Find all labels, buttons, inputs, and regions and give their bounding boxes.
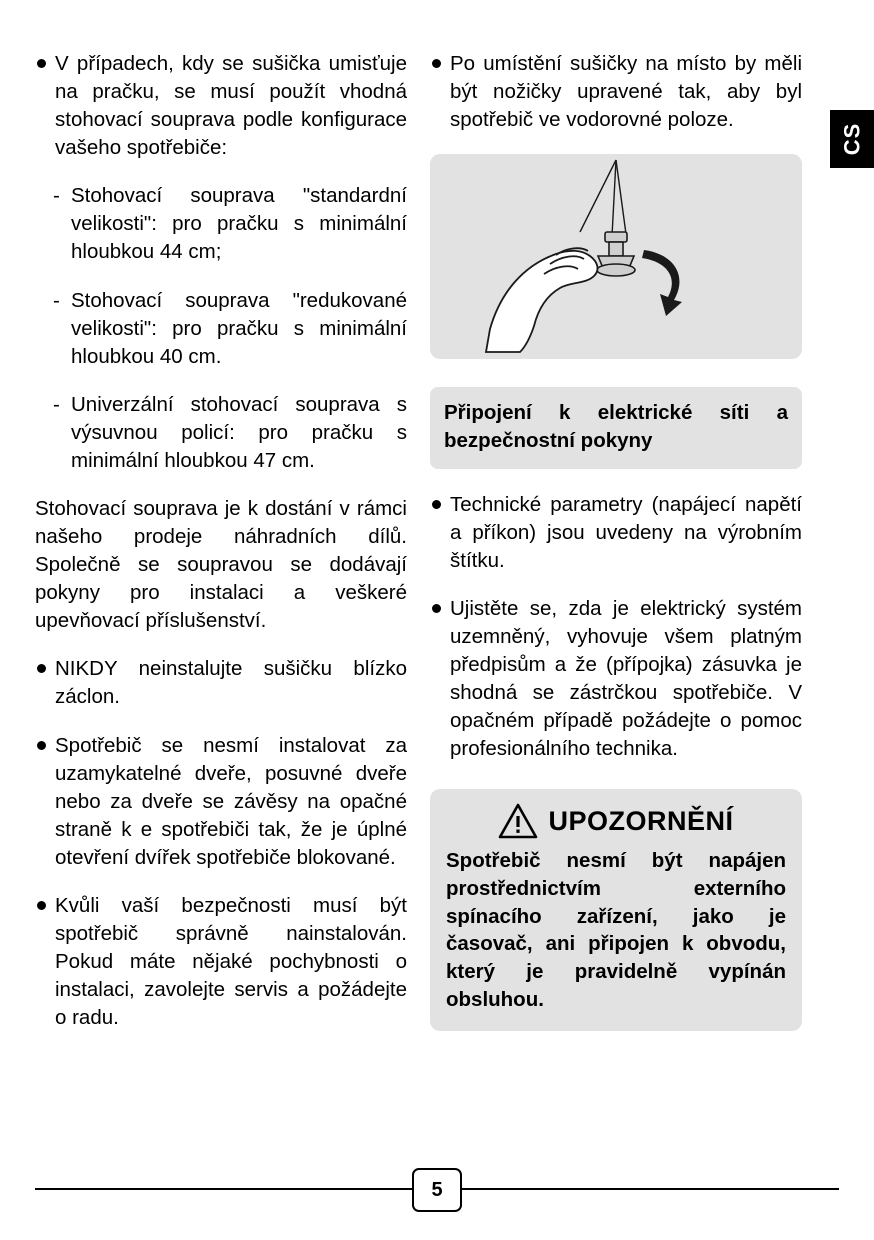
page-number: 5 <box>412 1168 462 1212</box>
levelling-foot-figure <box>430 154 802 359</box>
right-column <box>430 50 802 1031</box>
warning-doors-bullet: Spotřebič se nesmí instalovat za uzamykatelné dveře, posuvné dveře nebo za dveře se závěsy na opačné straně k e spotřebiči tak, že je úplné otevření dvířek spotřebiče blokované. <box>35 732 407 872</box>
technical-parameters-bullet: Technické parametry (napájecí napětí a příkon) jsou uvedeny na výrobním štítku. <box>430 491 802 575</box>
warning-header <box>446 803 786 839</box>
spare-parts-paragraph: Stohovací souprava je k dostání v rámci našeho prodeje náhradních dílů. Společně se soupravou se dodávají pokyny pro instalaci a veškeré upevňovací příslušenství. <box>35 497 407 633</box>
adjusting-levelling-foot-illustration <box>430 154 802 359</box>
stacking-kit-universal: - Univerzální stohovací souprava s výsuvnou policí: pro pračku s minimální hloubkou 47 cm. <box>35 391 407 475</box>
earthing-bullet: Ujistěte se, zda je elektrický systém uzemněný, vyhovuje všem platným předpisům a že (přípojka) zásuvka je shodná se zástrčkou spotřebiče. V opačném případě požádejte o pomoc profesionálního technika. <box>430 595 802 763</box>
warning-text: Spotřebič nesmí být napájen prostřednictvím externího spínacího zařízení, jako je časovač, ani připojen k obvodu, který je pravidelně vypínán obsluhou. <box>446 849 786 1011</box>
left-column <box>35 50 407 1032</box>
stacking-kit-standard: - Stohovací souprava "standardní velikosti": pro pračku s minimální hloubkou 44 cm; <box>35 182 407 266</box>
warning-installation-bullet: Kvůli vaší bezpečnosti musí být spotřebič správně nainstalován. Pokud máte nějaké pochybnosti o instalaci, zavolejte servis a požádejte o radu. <box>35 892 407 1032</box>
warning-box <box>430 789 802 1031</box>
language-tab-label: CS <box>839 122 864 156</box>
stacking-kit-reduced: - Stohovací souprava "redukované velikosti": pro pračku s minimální hloubkou 40 cm. <box>35 287 407 371</box>
warning-title: UPOZORNĚNÍ <box>548 805 734 836</box>
warning-triangle-icon <box>498 803 538 839</box>
language-tab <box>830 110 874 168</box>
page-footer <box>35 1168 839 1208</box>
warning-curtains-bullet: NIKDY neinstalujte sušičku blízko záclon. <box>35 655 407 711</box>
left-intro-bullet: V případech, kdy se sušička umisťuje na pračku, se musí použít vhodná stohovací souprava podle konfigurace vašeho spotřebiče: <box>35 50 407 162</box>
levelling-feet-bullet: Po umístění sušičky na místo by měli být nožičky upravené tak, aby byl spotřebič ve vodorovné poloze. <box>430 50 802 134</box>
section-heading-electrical: Připojení k elektrické síti a bezpečnostní pokyny <box>430 387 802 468</box>
